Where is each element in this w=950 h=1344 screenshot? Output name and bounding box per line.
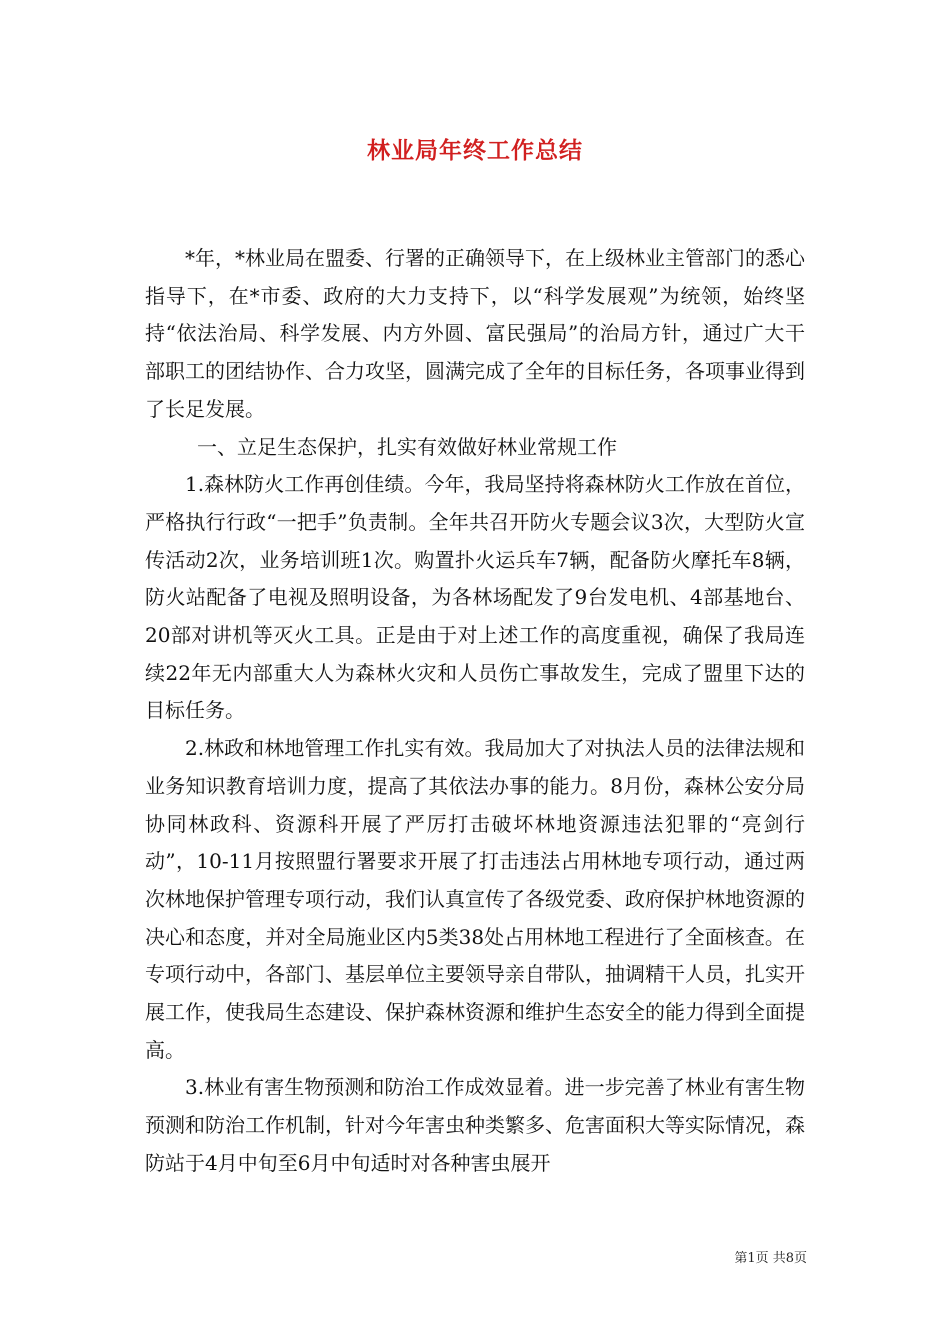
intro-paragraph: *年，*林业局在盟委、行署的正确领导下，在上级林业主管部门的悉心指导下，在*市委、政府的大力支持下，以“科学发展观”为统领，始终坚持“依法治局、科学发展、内方外圆、富民强局”的治局方针，通过广大干部职工的团结协作、合力攻坚，圆满完成了全年的目标任务，各项事业得到了长足发展。	[145, 246, 805, 421]
paragraph-forest-land-management: 2.林政和林地管理工作扎实有效。我局加大了对执法人员的法律法规和业务知识教育培训力度，提高了其依法办事的能力。8月份，森林公安分局协同林政科、资源科开展了严厉打击破坏林地资源违法犯罪的“亮剑行动”，10-11月按照盟行署要求开展了打击违法占用林地专项行动，通过两次林地保护管理专项行动，我们认真宣传了各级党委、政府保护林地资源的决心和态度，并对全局施业区内5类38处占用林地工程进行了全面核查。在专项行动中，各部门、基层单位主要领导亲自带队，抽调精干人员，扎实开展工作，使我局生态建设、保护森林资源和维护生态安全的能力得到全面提高。	[145, 736, 805, 1062]
document-body	[145, 240, 805, 1183]
page-number: 第1页 共8页	[734, 1251, 807, 1266]
document-title: 林业局年终工作总结	[367, 138, 583, 164]
paragraph-fire-prevention: 1.森林防火工作再创佳绩。今年，我局坚持将森林防火工作放在首位，严格执行行政“一把手”负责制。全年共召开防火专题会议3次，大型防火宣传活动2次，业务培训班1次。购置扑火运兵车7辆，配备防火摩托车8辆，防火站配备了电视及照明设备，为各林场配发了9台发电机、4部基地台、20部对讲机等灭火工具。正是由于对上述工作的高度重视，确保了我局连续22年无内部重大人为森林火灾和人员伤亡事故发生，完成了盟里下达的目标任务。	[145, 472, 805, 723]
section-heading: 一、立足生态保护，扎实有效做好林业常规工作	[197, 434, 617, 459]
paragraph-pest-control: 3.林业有害生物预测和防治工作成效显着。进一步完善了林业有害生物预测和防治工作机制，针对今年害虫种类繁多、危害面积大等实际情况，森防站于4月中旬至6月中旬适时对各种害虫展开	[145, 1075, 805, 1175]
